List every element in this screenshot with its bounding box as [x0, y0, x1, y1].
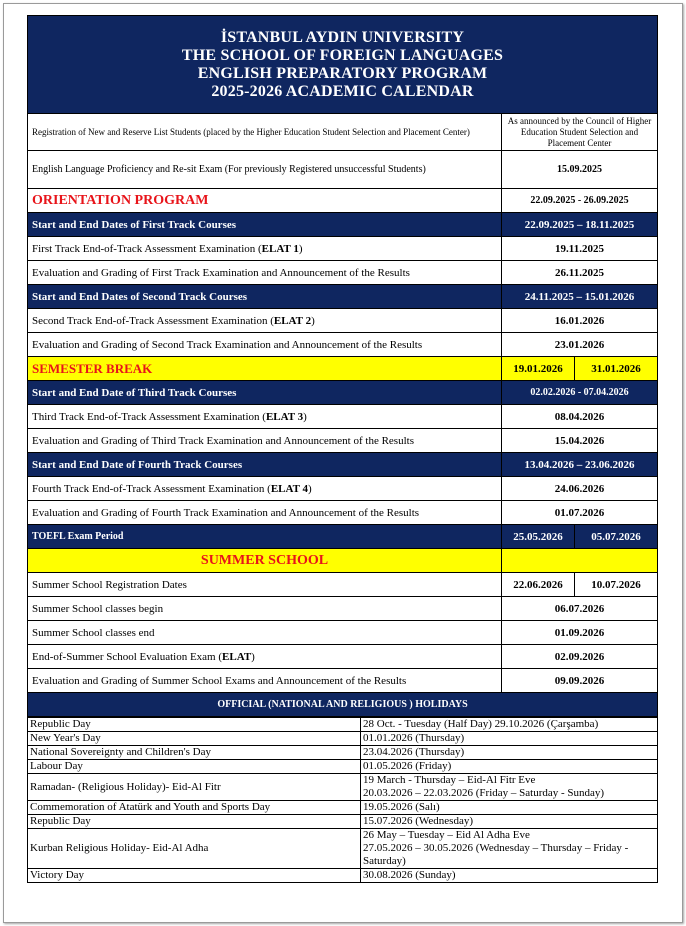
eval4-label: Evaluation and Grading of Fourth Track Examination and Announcement of the Results	[28, 501, 502, 525]
eval1-row	[28, 261, 658, 285]
holidays-title: OFFICIAL (NATIONAL AND RELIGIOUS ) HOLIDAYS	[28, 693, 658, 717]
elat3-date: 08.04.2026	[502, 405, 658, 429]
summer-school-row	[28, 549, 658, 573]
summer-reg-label: Summer School Registration Dates	[28, 573, 502, 597]
university-name: İSTANBUL AYDIN UNIVERSITY	[220, 28, 465, 46]
holiday-dates	[361, 718, 658, 732]
elat2-date: 16.01.2026	[502, 309, 658, 333]
toefl-start: 25.05.2026	[502, 525, 575, 549]
calendar-header	[28, 16, 658, 114]
proficiency-label: English Language Proficiency and Re-sit Exam (For previously Registered unsuccessful Students)	[28, 151, 502, 189]
track3-row	[28, 381, 658, 405]
eval1-label: Evaluation and Grading of First Track Examination and Announcement of the Results	[28, 261, 502, 285]
track2-row	[28, 285, 658, 309]
holiday-dates	[361, 869, 658, 883]
summer-end-row	[28, 621, 658, 645]
eval1-date: 26.11.2025	[502, 261, 658, 285]
elat4-label: Fourth Track End-of-Track Assessment Examination (ELAT 4)	[28, 477, 502, 501]
holiday-date-line: 30.08.2026 (Sunday)	[363, 869, 456, 881]
elat1-date: 19.11.2025	[502, 237, 658, 261]
elat2-label: Second Track End-of-Track Assessment Examination (ELAT 2)	[28, 309, 502, 333]
track3-label: Start and End Date of Third Track Courses	[28, 381, 502, 405]
holiday-dates	[361, 746, 658, 760]
summer-elat-row	[28, 645, 658, 669]
eval3-label: Evaluation and Grading of Third Track Examination and Announcement of the Results	[28, 429, 502, 453]
summer-end-date: 01.09.2026	[502, 621, 658, 645]
summer-elat-date: 02.09.2026	[502, 645, 658, 669]
holiday-row	[28, 815, 658, 829]
eval4-row	[28, 501, 658, 525]
holiday-name: New Year's Day	[28, 732, 361, 746]
toefl-end: 05.07.2026	[575, 525, 658, 549]
calendar-table	[27, 15, 658, 717]
elat2-row	[28, 309, 658, 333]
holidays-list	[28, 718, 658, 883]
holiday-row	[28, 718, 658, 732]
elat1-label: First Track End-of-Track Assessment Examination (ELAT 1)	[28, 237, 502, 261]
holidays-table	[27, 717, 658, 883]
eval4-date: 01.07.2026	[502, 501, 658, 525]
track4-label: Start and End Date of Fourth Track Courses	[28, 453, 502, 477]
holiday-date-line: 19 March - Thursday – Eid-Al Fitr Eve	[363, 774, 536, 786]
elat3-row	[28, 405, 658, 429]
holiday-date-line: 15.07.2026 (Wednesday)	[363, 815, 474, 827]
semester-break-row	[28, 357, 658, 381]
program-name: ENGLISH PREPARATORY PROGRAM	[197, 64, 488, 82]
calendar-title	[28, 16, 658, 114]
eval2-date: 23.01.2026	[502, 333, 658, 357]
holiday-row	[28, 774, 658, 801]
track2-label: Start and End Dates of Second Track Courses	[28, 285, 502, 309]
holiday-dates	[361, 760, 658, 774]
semester-break-label: SEMESTER BREAK	[28, 357, 502, 381]
holiday-name: National Sovereignty and Children's Day	[28, 746, 361, 760]
holiday-row	[28, 746, 658, 760]
summer-reg-row	[28, 573, 658, 597]
holiday-date-line: 28 Oct. - Tuesday (Half Day) 29.10.2026 (Çarşamba)	[363, 718, 599, 730]
holiday-dates	[361, 829, 658, 869]
holiday-row	[28, 829, 658, 869]
holiday-date-line: 19.05.2026 (Salı)	[363, 801, 440, 813]
holiday-dates	[361, 801, 658, 815]
holiday-dates	[361, 774, 658, 801]
holiday-name: Republic Day	[28, 718, 361, 732]
holiday-row	[28, 801, 658, 815]
elat1-row	[28, 237, 658, 261]
holiday-date-line: 27.05.2026 – 30.05.2026 (Wednesday – Thursday – Friday - Saturday)	[363, 842, 629, 867]
holidays-header-row	[28, 693, 658, 717]
track4-dates: 13.04.2026 – 23.06.2026	[502, 453, 658, 477]
summer-school-blank	[502, 549, 658, 573]
summer-end-label: Summer School classes end	[28, 621, 502, 645]
semester-break-end: 31.01.2026	[575, 357, 658, 381]
holiday-name: Labour Day	[28, 760, 361, 774]
school-name: THE SCHOOL OF FOREIGN LANGUAGES	[181, 46, 504, 64]
proficiency-date: 15.09.2025	[502, 151, 658, 189]
summer-school-label: SUMMER SCHOOL	[28, 549, 502, 573]
toefl-label: TOEFL Exam Period	[28, 525, 502, 549]
academic-calendar	[27, 15, 657, 883]
track3-dates: 02.02.2026 - 07.04.2026	[502, 381, 658, 405]
orientation-dates: 22.09.2025 - 26.09.2025	[502, 189, 658, 213]
track1-label: Start and End Dates of First Track Courses	[28, 213, 502, 237]
holiday-dates	[361, 815, 658, 829]
holiday-row	[28, 869, 658, 883]
holiday-date-line: 01.01.2026 (Thursday)	[363, 732, 465, 744]
holiday-name: Commemoration of Atatürk and Youth and Sports Day	[28, 801, 361, 815]
toefl-row	[28, 525, 658, 549]
registration-value: As announced by the Council of Higher Education Student Selection and Placement Center	[502, 114, 658, 151]
holiday-row	[28, 732, 658, 746]
holiday-dates	[361, 732, 658, 746]
orientation-row	[28, 189, 658, 213]
registration-label: Registration of New and Reserve List Students (placed by the Higher Education Student Selection and Placement Center)	[28, 114, 502, 151]
holiday-row	[28, 760, 658, 774]
summer-eval-label: Evaluation and Grading of Summer School Exams and Announcement of the Results	[28, 669, 502, 693]
track4-row	[28, 453, 658, 477]
elat4-date: 24.06.2026	[502, 477, 658, 501]
semester-break-start: 19.01.2026	[502, 357, 575, 381]
summer-reg-start: 22.06.2026	[502, 573, 575, 597]
summer-begin-label: Summer School classes begin	[28, 597, 502, 621]
holiday-date-line: 23.04.2026 (Thursday)	[363, 746, 465, 758]
summer-begin-row	[28, 597, 658, 621]
holiday-date-line: 20.03.2026 – 22.03.2026 (Friday – Saturday - Sunday)	[363, 787, 605, 799]
summer-reg-end: 10.07.2026	[575, 573, 658, 597]
academic-year: 2025-2026 ACADEMIC CALENDAR	[211, 82, 474, 100]
holiday-name: Republic Day	[28, 815, 361, 829]
track2-dates: 24.11.2025 – 15.01.2026	[502, 285, 658, 309]
elat4-row	[28, 477, 658, 501]
holiday-name: Kurban Religious Holiday- Eid-Al Adha	[28, 829, 361, 869]
eval2-row	[28, 333, 658, 357]
elat3-label: Third Track End-of-Track Assessment Examination (ELAT 3)	[28, 405, 502, 429]
eval2-label: Evaluation and Grading of Second Track Examination and Announcement of the Results	[28, 333, 502, 357]
track1-row	[28, 213, 658, 237]
registration-row	[28, 114, 658, 151]
holiday-date-line: 01.05.2026 (Friday)	[363, 760, 452, 772]
holiday-name: Victory Day	[28, 869, 361, 883]
summer-elat-label: End-of-Summer School Evaluation Exam (ELAT)	[28, 645, 502, 669]
holiday-date-line: 26 May – Tuesday – Eid Al Adha Eve	[363, 829, 530, 841]
eval3-date: 15.04.2026	[502, 429, 658, 453]
orientation-label: ORIENTATION PROGRAM	[28, 189, 502, 213]
track1-dates: 22.09.2025 – 18.11.2025	[502, 213, 658, 237]
summer-eval-date: 09.09.2026	[502, 669, 658, 693]
proficiency-row	[28, 151, 658, 189]
eval3-row	[28, 429, 658, 453]
holiday-name: Ramadan- (Religious Holiday)- Eid-Al Fitr	[28, 774, 361, 801]
summer-begin-date: 06.07.2026	[502, 597, 658, 621]
summer-eval-row	[28, 669, 658, 693]
